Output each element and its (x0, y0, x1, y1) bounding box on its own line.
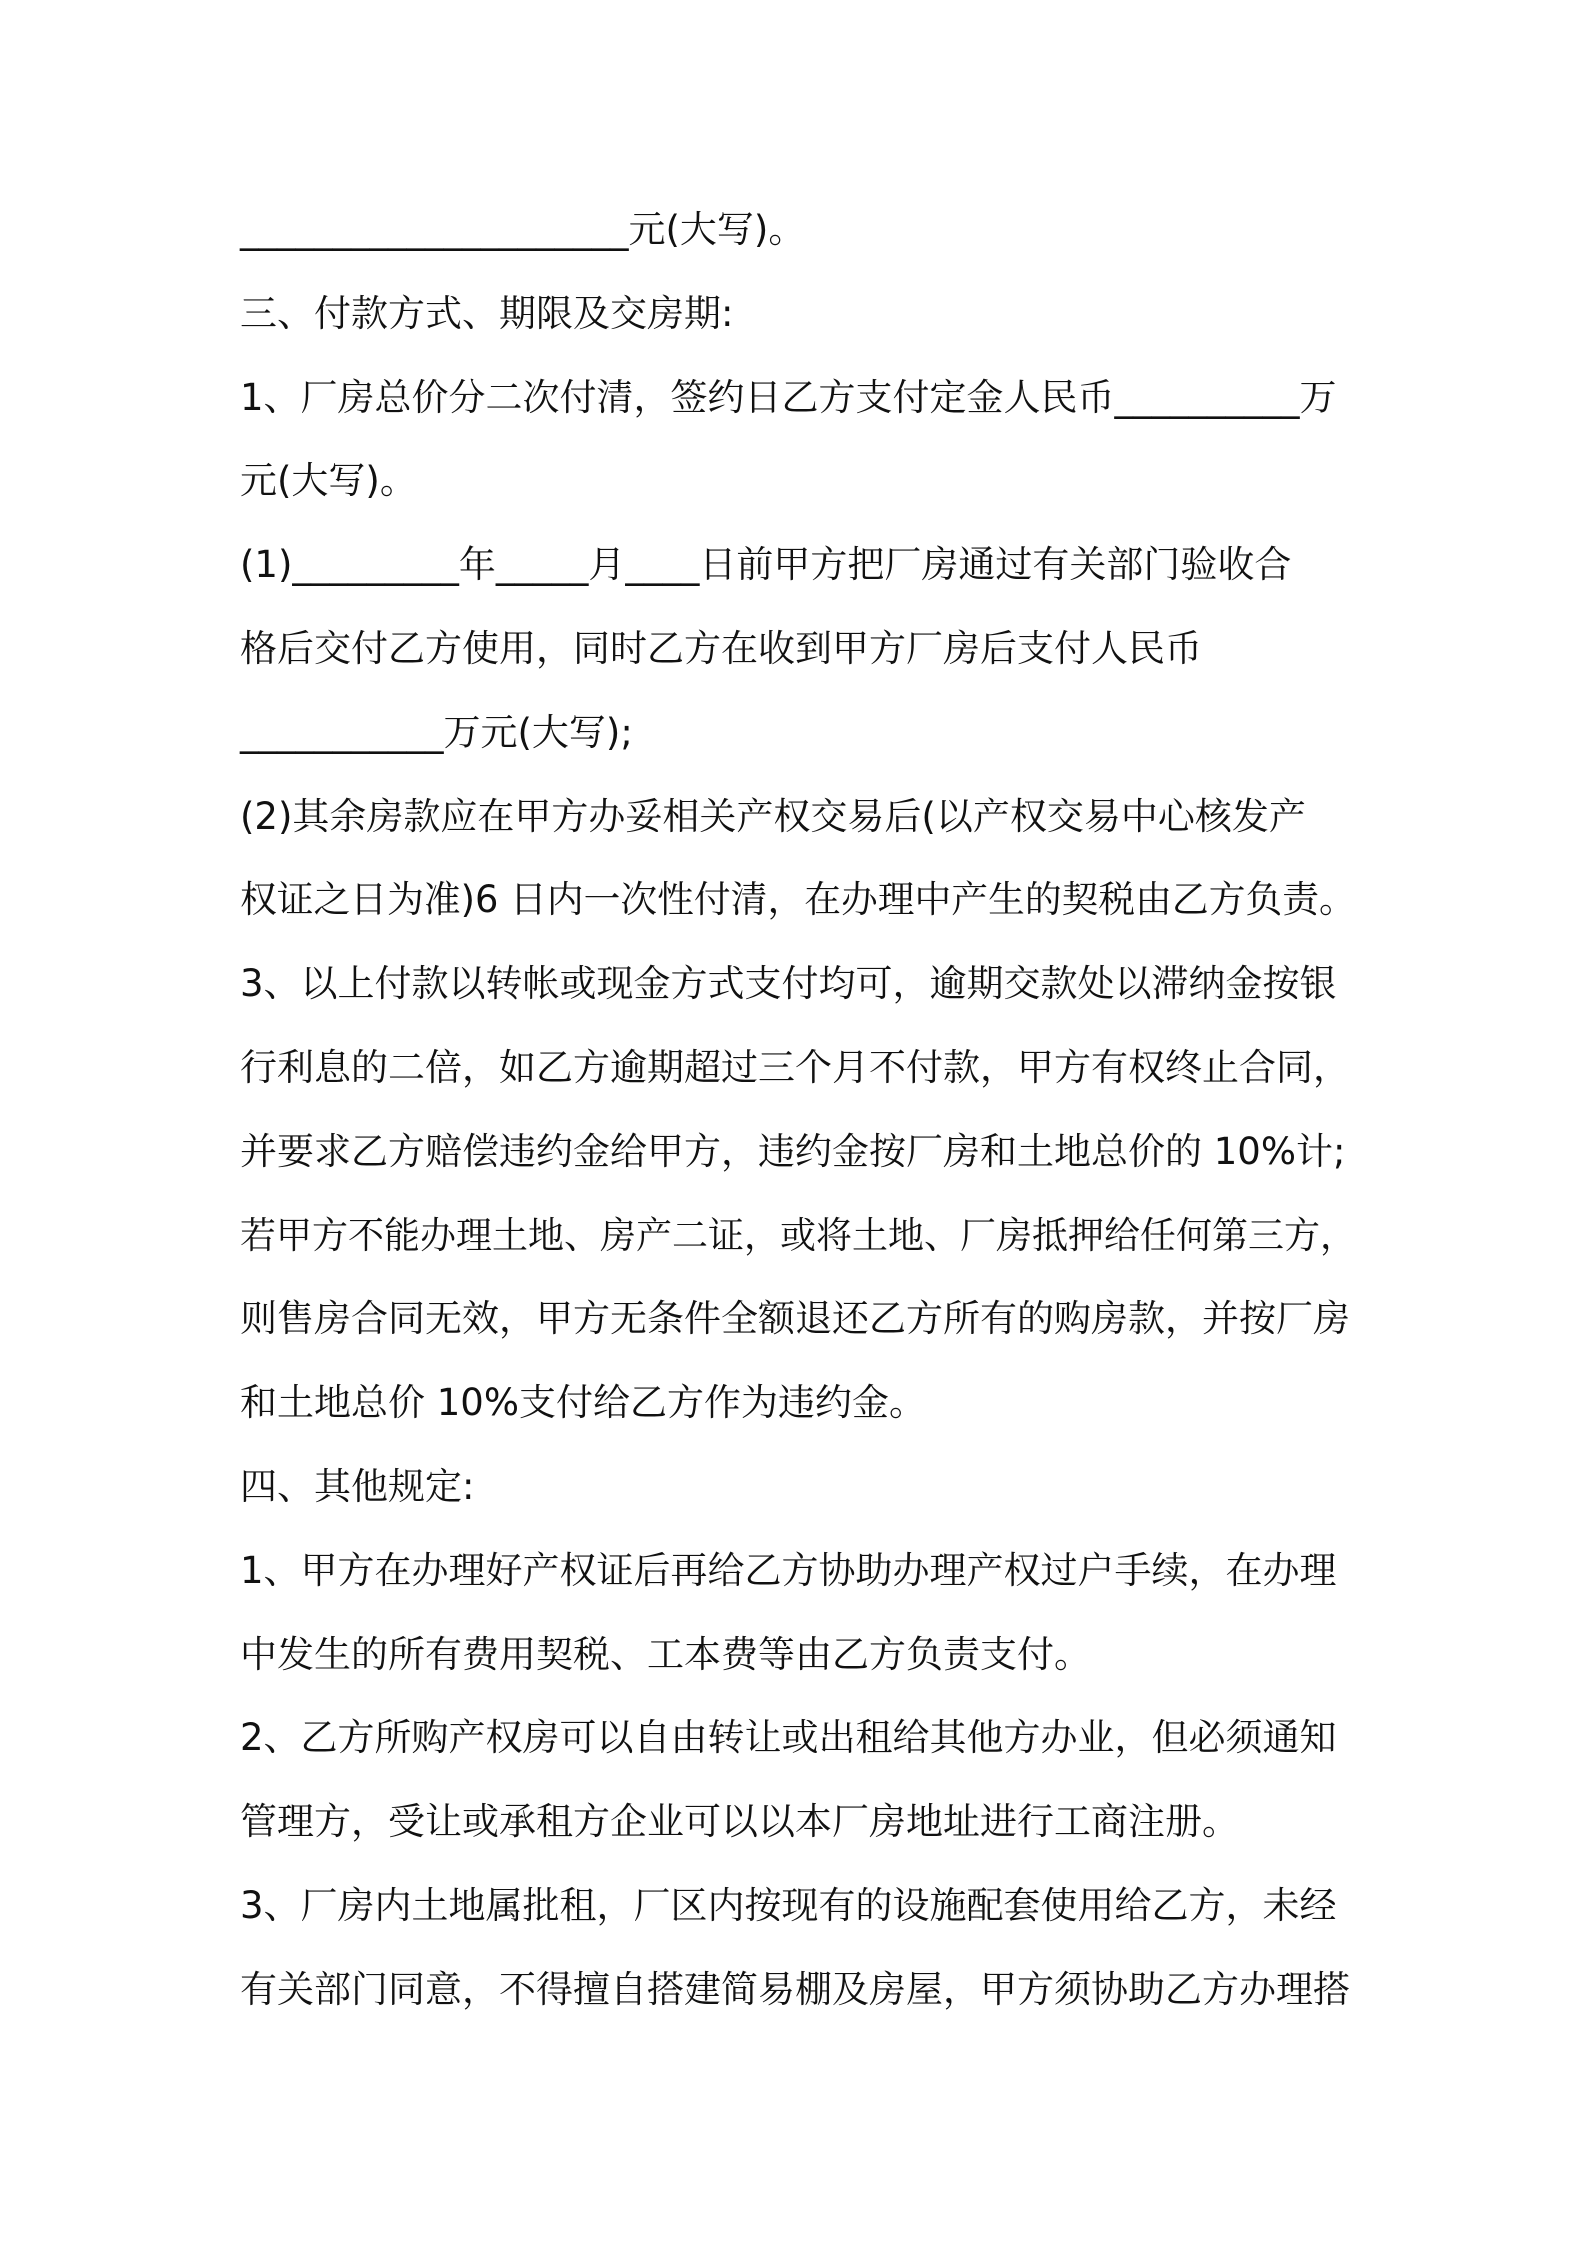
text-line-clause-1: 1、厂房总价分二次付清，签约日乙方支付定金人民币__________万 (240, 376, 1337, 419)
text-line-item-2-cont: 权证之日为准)6 日内一次性付清，在办理中产生的契税由乙方负责。 (240, 878, 1356, 921)
text-line-other-clause-3: 3、厂房内土地属批租，厂区内按现有的设施配套使用给乙方，未经 (240, 1884, 1337, 1927)
text-line-item-1-amount: ___________万元(大写); (240, 711, 633, 754)
text-line-item-1-cont: 格后交付乙方使用，同时乙方在收到甲方厂房后支付人民币 (240, 627, 1202, 670)
text-line-other-clause-3-cont: 有关部门同意，不得擅自搭建简易棚及房屋，甲方须协助乙方办理搭 (240, 1968, 1350, 2011)
section-heading-other: 四、其他规定: (240, 1465, 475, 1508)
text-line-clause-3-cont-1: 行利息的二倍，如乙方逾期超过三个月不付款，甲方有权终止合同， (240, 1046, 1350, 1089)
text-line-other-clause-2-cont: 管理方，受让或承租方企业可以以本厂房地址进行工商注册。 (240, 1800, 1239, 1843)
text-line-clause-3-cont-2: 并要求乙方赔偿违约金给甲方，违约金按厂房和土地总价的 10%计; (240, 1130, 1346, 1173)
text-line-clause-3-cont-5: 和土地总价 10%支付给乙方作为违约金。 (240, 1381, 926, 1424)
text-line-item-1: (1)_________年_____月____日前甲方把厂房通过有关部门验收合 (240, 543, 1292, 586)
text-line-clause-3-cont-3: 若甲方不能办理土地、房产二证，或将土地、厂房抵押给任何第三方， (240, 1214, 1357, 1257)
text-line-clause-3-cont-4: 则售房合同无效，甲方无条件全额退还乙方所有的购房款，并按厂房 (240, 1297, 1350, 1340)
text-line-other-clause-1-cont: 中发生的所有费用契税、工本费等由乙方负责支付。 (240, 1633, 1091, 1676)
text-line-item-2: (2)其余房款应在甲方办妥相关产权交易后(以产权交易中心核发产 (240, 795, 1306, 838)
text-line-blank-amount: _____________________元(大写)。 (240, 208, 806, 251)
text-line-clause-1-cont: 元(大写)。 (240, 459, 417, 502)
text-line-other-clause-2: 2、乙方所购产权房可以自由转让或出租给其他方办业，但必须通知 (240, 1716, 1337, 1759)
text-line-clause-3: 3、以上付款以转帐或现金方式支付均可，逾期交款处以滞纳金按银 (240, 962, 1337, 1005)
section-heading-payment: 三、付款方式、期限及交房期: (240, 292, 734, 335)
text-line-other-clause-1: 1、甲方在办理好产权证后再给乙方协助办理产权过户手续，在办理 (240, 1549, 1337, 1592)
